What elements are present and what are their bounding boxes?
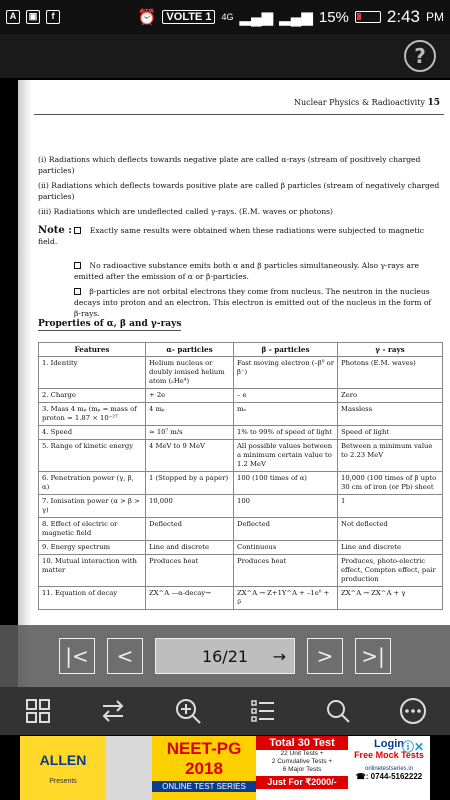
table-cell: Continuous	[234, 541, 338, 555]
table-row	[39, 389, 443, 403]
swap-view-button[interactable]	[95, 693, 131, 729]
note-label: Note :	[38, 225, 72, 236]
last-page-button[interactable]	[355, 638, 391, 674]
table-cell: – e	[234, 389, 338, 403]
search-button[interactable]	[320, 693, 356, 729]
reader-top-bar	[0, 34, 450, 78]
table-cell: ZX^A → ZX^A + γ	[338, 587, 443, 610]
table-cell: 100	[234, 495, 338, 518]
previous-page-button[interactable]	[107, 638, 143, 674]
table-cell: 2. Charge	[39, 389, 146, 403]
table-cell: 10. Mutual interaction with matter	[39, 555, 146, 587]
app-notification-icon: A	[6, 10, 20, 24]
chevron-right-icon: >	[316, 644, 334, 668]
next-page-button[interactable]	[307, 638, 343, 674]
table-cell: 11. Equation of decay	[39, 587, 146, 610]
table-row	[39, 426, 443, 440]
chevron-left-icon: <	[116, 644, 134, 668]
table-row	[39, 555, 443, 587]
battery-icon	[355, 11, 381, 23]
table-cell: Zero	[338, 389, 443, 403]
table-row	[39, 403, 443, 426]
ad-total	[256, 736, 348, 800]
table-cell: 7. Ionisation power (α > β > γ)	[39, 495, 146, 518]
ad-login-text: Login	[374, 738, 404, 750]
table-cell: 3. Mass 4 mₚ (mₚ = mass of proton = 1.87 × 10⁻²⁷	[39, 403, 146, 426]
table-of-contents-button[interactable]	[245, 693, 281, 729]
table-row	[39, 541, 443, 555]
header-gamma: γ - rays	[338, 343, 443, 357]
thumbnails-button[interactable]	[20, 693, 56, 729]
table-row	[39, 587, 443, 610]
ad-neet	[152, 736, 256, 800]
running-head-title: Nuclear Physics & Radioactivity	[294, 98, 425, 107]
table-row	[39, 440, 443, 472]
network-type: 4G	[221, 12, 234, 22]
ad-line: 22 Unit Tests +	[280, 750, 324, 757]
page-indicator: 16/21	[201, 646, 249, 666]
table-cell: mₑ	[234, 403, 338, 426]
table-cell: 100 (100 times of α)	[234, 472, 338, 495]
ad-total-title: Total 30 Test	[256, 736, 348, 750]
more-dots-icon	[399, 697, 427, 725]
table-cell: Line and discrete	[146, 541, 234, 555]
first-page-icon: |<	[65, 644, 89, 668]
page-navigation-bar	[0, 625, 450, 687]
header-features: Features	[39, 343, 146, 357]
zoom-in-button[interactable]	[170, 693, 206, 729]
table-cell: All possible values between a minimum certain value to 1.2 MeV	[234, 440, 338, 472]
table-cell: 1 (Stopped by a paper)	[146, 472, 234, 495]
ad-neet-title: NEET-PG	[166, 739, 242, 758]
ad-banner[interactable]	[20, 736, 430, 800]
table-cell: 6. Penetration power (γ, β, α)	[39, 472, 146, 495]
page-gutter-shadow	[18, 80, 32, 702]
table-cell: 4. Speed	[39, 426, 146, 440]
ad-price: Just For ₹2000/-	[256, 776, 348, 789]
signal-icon: ▂▄▆	[239, 9, 274, 26]
status-bar	[0, 0, 450, 34]
table-cell: Deflected	[234, 518, 338, 541]
table-header-row	[39, 343, 443, 357]
table-cell: Produces heat	[146, 555, 234, 587]
table-cell: Between a minimum value to 2.23 MeV	[338, 440, 443, 472]
note-text-1: Exactly same results were obtained when these radiations were subjected to magnetic field.	[38, 226, 424, 246]
ad-line: 6 Major Tests	[282, 766, 322, 773]
reader-toolbar	[0, 687, 450, 735]
ad-line: 2 Cumulative Tests +	[271, 758, 333, 765]
grid-icon	[25, 698, 51, 724]
header-alpha: α- particles	[146, 343, 234, 357]
table-cell: Deflected	[146, 518, 234, 541]
ad-brand-logo: ALLEN	[39, 751, 87, 768]
table-cell: Produces, photo-electric effect, Compton effect, pair production	[338, 555, 443, 587]
help-button[interactable]: ?	[404, 40, 436, 72]
ad-brand	[20, 736, 106, 800]
note-2	[38, 260, 440, 282]
ad-doctor-image	[106, 736, 152, 800]
ad-online: ONLINE TEST SERIES	[152, 781, 256, 792]
note-1	[38, 225, 440, 247]
page-number-input[interactable]	[155, 638, 295, 674]
table-cell: Produces heat	[234, 555, 338, 587]
table-cell: ZX^A —α-decay→	[146, 587, 234, 610]
note-3	[38, 286, 440, 319]
point-ii: (ii) Radiations which deflects towards positive plate are called β particles (stream of negatively charged particles)	[38, 181, 440, 201]
table-cell: 1. Identity	[39, 357, 146, 389]
bullet-icon	[74, 288, 81, 295]
first-page-button[interactable]	[59, 638, 95, 674]
table-row	[39, 495, 443, 518]
document-page	[18, 80, 450, 702]
section-title: Properties of α, β and γ-rays	[38, 319, 182, 329]
table-cell: Fast moving electron (–β⁰ or β⁻)	[234, 357, 338, 389]
table-cell: 5. Range of kinetic energy	[39, 440, 146, 472]
ad-free: Free Mock Tests	[354, 750, 424, 760]
clock: 2:43	[386, 7, 420, 26]
table-cell: Photons (E.M. waves)	[338, 357, 443, 389]
volte-badge: VOLTE 1	[162, 10, 215, 24]
signal-2-icon: ▂▄▆	[279, 9, 313, 26]
header-beta: β - particles	[234, 343, 338, 357]
table-cell: 10,000	[146, 495, 234, 518]
image-notification-icon: ▣	[26, 10, 40, 24]
point-i: (i) Radiations which deflects towards negative plate are called α-rays (stream of positively charged particles)	[38, 155, 421, 175]
facebook-icon: f	[46, 10, 60, 24]
table-cell: 1% to 99% of speed of light	[234, 426, 338, 440]
table-cell: 9. Energy spectrum	[39, 541, 146, 555]
battery-percent: 15%	[318, 8, 349, 26]
note-text-2: No radioactive substance emits both α and β particles simultaneously. Also γ-rays are emitted after the emission of α or β-particles.	[74, 261, 420, 281]
bullet-icon	[74, 227, 81, 234]
table-row	[39, 518, 443, 541]
table-cell: 4 mₚ	[146, 403, 234, 426]
table-row	[39, 357, 443, 389]
last-page-icon: >|	[361, 644, 385, 668]
search-icon	[325, 698, 351, 724]
table-cell: Line and discrete	[338, 541, 443, 555]
zoom-in-icon	[174, 697, 202, 725]
header-rule	[34, 114, 444, 115]
table-cell: 8. Effect of electric or magnetic field	[39, 518, 146, 541]
point-iii: (iii) Radiations which are undeflected called γ-rays. (E.M. waves or photons)	[38, 207, 333, 216]
page-number: 15	[427, 98, 440, 108]
ad-presents: Presents	[49, 777, 77, 785]
table-cell: Massless	[338, 403, 443, 426]
alarm-icon: ⏰	[137, 9, 157, 26]
table-cell: Helium nucleus or doubly ionised helium atom (₂He⁴)	[146, 357, 234, 389]
table-cell: + 2e	[146, 389, 234, 403]
ad-web: onlinetestseries.in	[364, 766, 414, 772]
table-cell: Not deflected	[338, 518, 443, 541]
table-row	[39, 472, 443, 495]
more-options-button[interactable]	[395, 693, 431, 729]
list-icon	[250, 698, 276, 724]
properties-table	[38, 342, 443, 610]
table-cell: Speed of light	[338, 426, 443, 440]
swap-arrows-icon	[100, 698, 126, 724]
go-to-page-button[interactable]: →	[272, 646, 286, 666]
table-cell: ZX^A → Z+1Y^A + –1e⁰ + ν̄	[234, 587, 338, 610]
clock-ampm: PM	[426, 10, 444, 24]
ad-phone: ☎: 0744-5162222	[355, 772, 423, 781]
bullet-icon	[74, 262, 81, 269]
ad-close-icon[interactable]: ⓘ✕	[401, 740, 424, 754]
table-cell: 1	[338, 495, 443, 518]
table-cell: 10,000 (100 times of β upto 30 cm of iron (or Pb) sheet	[338, 472, 443, 495]
ad-neet-year: 2018	[185, 759, 223, 778]
table-cell: ≈ 10⁷ m/s	[146, 426, 234, 440]
note-text-3: β-particles are not orbital electrons they come from nucleus. The neutron in the nucleus decays into proton and an electron. This electron is emitted out of the nucleus in the form of β-rays.	[74, 287, 432, 318]
table-cell: 4 MeV to 9 MeV	[146, 440, 234, 472]
running-head	[294, 98, 440, 108]
